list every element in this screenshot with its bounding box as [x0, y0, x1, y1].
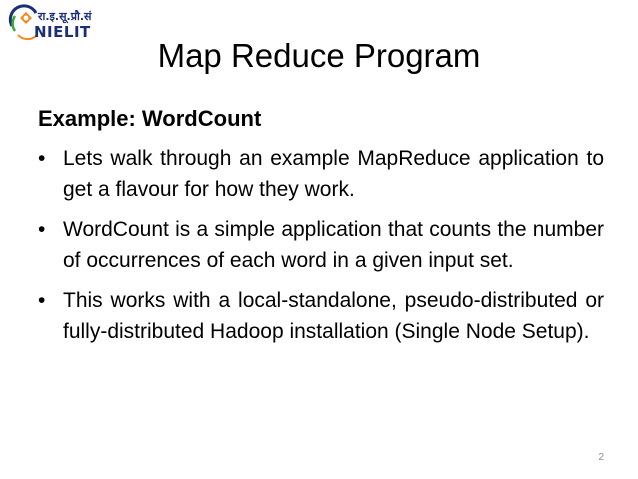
bullet-item-2	[38, 214, 604, 276]
slide-title: Map Reduce Program	[157, 37, 481, 74]
bullet-marker: •	[38, 289, 46, 312]
bullet-item-3	[38, 285, 604, 347]
logo-hindi-text: रा.इ.सू.प्रौ.सं	[38, 10, 92, 23]
bullet-text: Lets walk through an example MapReduce application to get a flavour for how they work.	[63, 147, 604, 201]
bullet-item-1	[38, 143, 604, 205]
bullet-list	[38, 143, 604, 356]
bullet-marker: •	[38, 218, 46, 241]
logo-english-text: NIELIT	[34, 23, 91, 41]
bullet-marker: •	[38, 147, 46, 170]
bullet-text: This works with a local-standalone, pseudo-distributed or fully-distributed Hadoop installation (Single Node Setup).	[63, 289, 604, 343]
bullet-text: WordCount is a simple application that counts the number of occurrences of each word in a given input set.	[63, 218, 604, 272]
page-number: 2	[598, 452, 604, 463]
slide-subheading: Example: WordCount	[38, 106, 262, 131]
